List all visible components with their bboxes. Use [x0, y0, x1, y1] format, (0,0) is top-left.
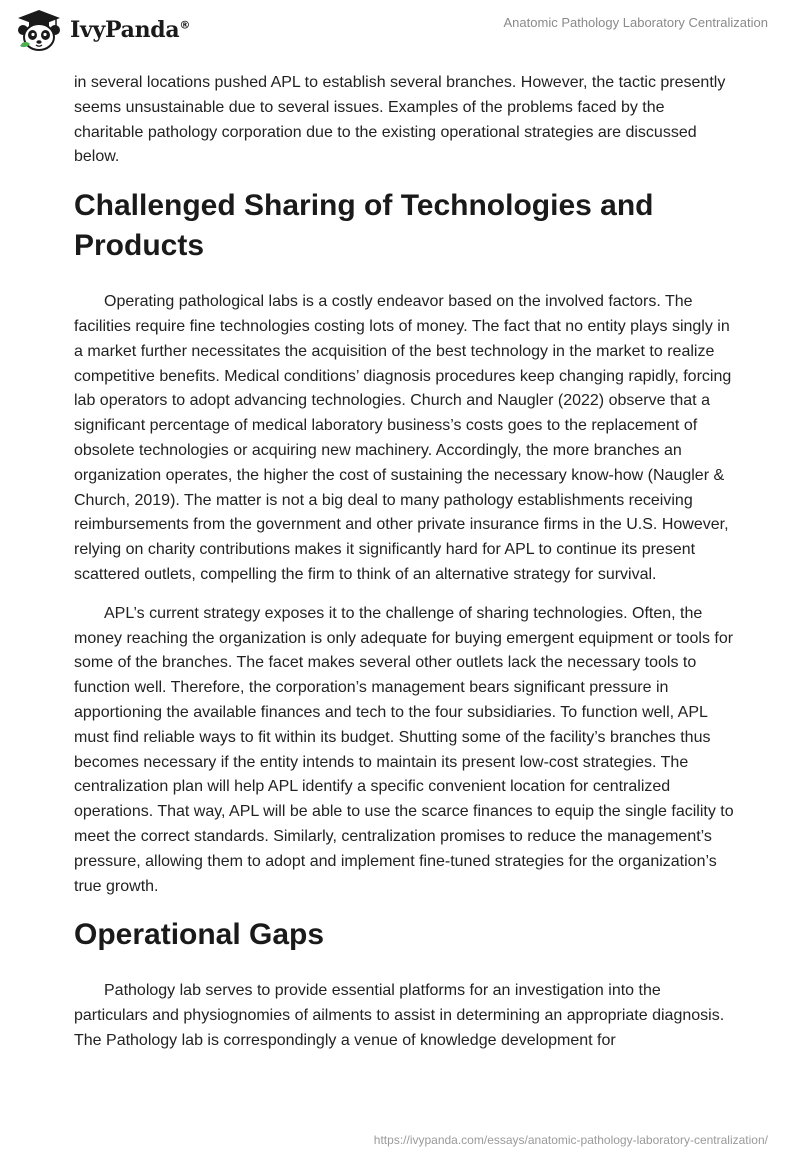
page-header	[0, 0, 800, 62]
essay-content	[74, 71, 734, 1068]
section-heading-operational-gaps: Operational Gaps	[74, 918, 325, 952]
intro-paragraph: in several locations pushed APL to establish several branches. However, the tactic presently seems unsustainable due to several issues. Examples of the problems faced by the charitable pathology corporation due to the existing operational strategies are discussed below.	[74, 74, 726, 166]
brand-logo[interactable]	[14, 8, 190, 52]
paragraph-costs: Operating pathological labs is a costly endeavor based on the involved factors. The facilities require fine technologies costing lots of money. The fact that no entity plays singly in a market further necessitates the acquisition of the best technology in the market to realize competitive benefits. Medical conditions’ diagnosis procedures keep changing rapidly, forcing lab operators to adopt advancing technologies. Church and Naugler (2022) observe that a significant percentage of medical laboratory business’s costs goes to the replacement of obsolete technologies or acquiring new machinery. Accordingly, the more branches an organization operates, the higher the cost of sustaining the necessary know-how (Naugler & Church, 2019). The matter is not a big deal to many pathology establishments receiving reimbursements from the government and other private insurance firms in the U.S. However, relying on charity contributions makes it significantly hard for APL to continue its present scattered outlets, compelling the firm to think of an alternative strategy for survival.	[74, 293, 732, 583]
registered-mark: ®	[179, 18, 191, 32]
brand-name-text: IvyPanda	[70, 17, 180, 43]
source-url-link[interactable]: https://ivypanda.com/essays/anatomic-pathology-laboratory-centralization/	[373, 1133, 768, 1147]
document-title: Anatomic Pathology Laboratory Centralization	[503, 15, 768, 30]
brand-name	[70, 17, 190, 43]
paragraph-pathology-lab: Pathology lab serves to provide essential platforms for an investigation into the particulars and physiognomies of ailments to assist in determining an appropriate diagnosis. The Pathology lab is correspondingly a venue of knowledge development for	[74, 982, 725, 1049]
paragraph-sharing: APL’s current strategy exposes it to the challenge of sharing technologies. Often, the money reaching the organization is only adequate for buying emergent equipment or tools for some of the branches. The facet makes several other outlets lack the necessary tools to function well. Therefore, the corporation’s management bears significant pressure in apportioning the available finances and tech to the four subsidiaries. To function well, APL must find reliable ways to fit within its budget. Shutting some of the facility’s branches thus becomes necessary if the entity intends to maintain its present low-cost strategies. The centralization plan will help APL identify a specific convenient location for centralized operations. That way, APL will be able to use the scarce finances to equip the single facility to meet the correct standards. Similarly, centralization promises to reduce the management’s pressure, allowing them to adopt and implement fine-tuned strategies for the organization’s true growth.	[74, 604, 734, 895]
section-heading-technologies: Challenged Sharing of Technologies and Products	[74, 189, 654, 263]
panda-graduate-icon	[14, 8, 64, 52]
